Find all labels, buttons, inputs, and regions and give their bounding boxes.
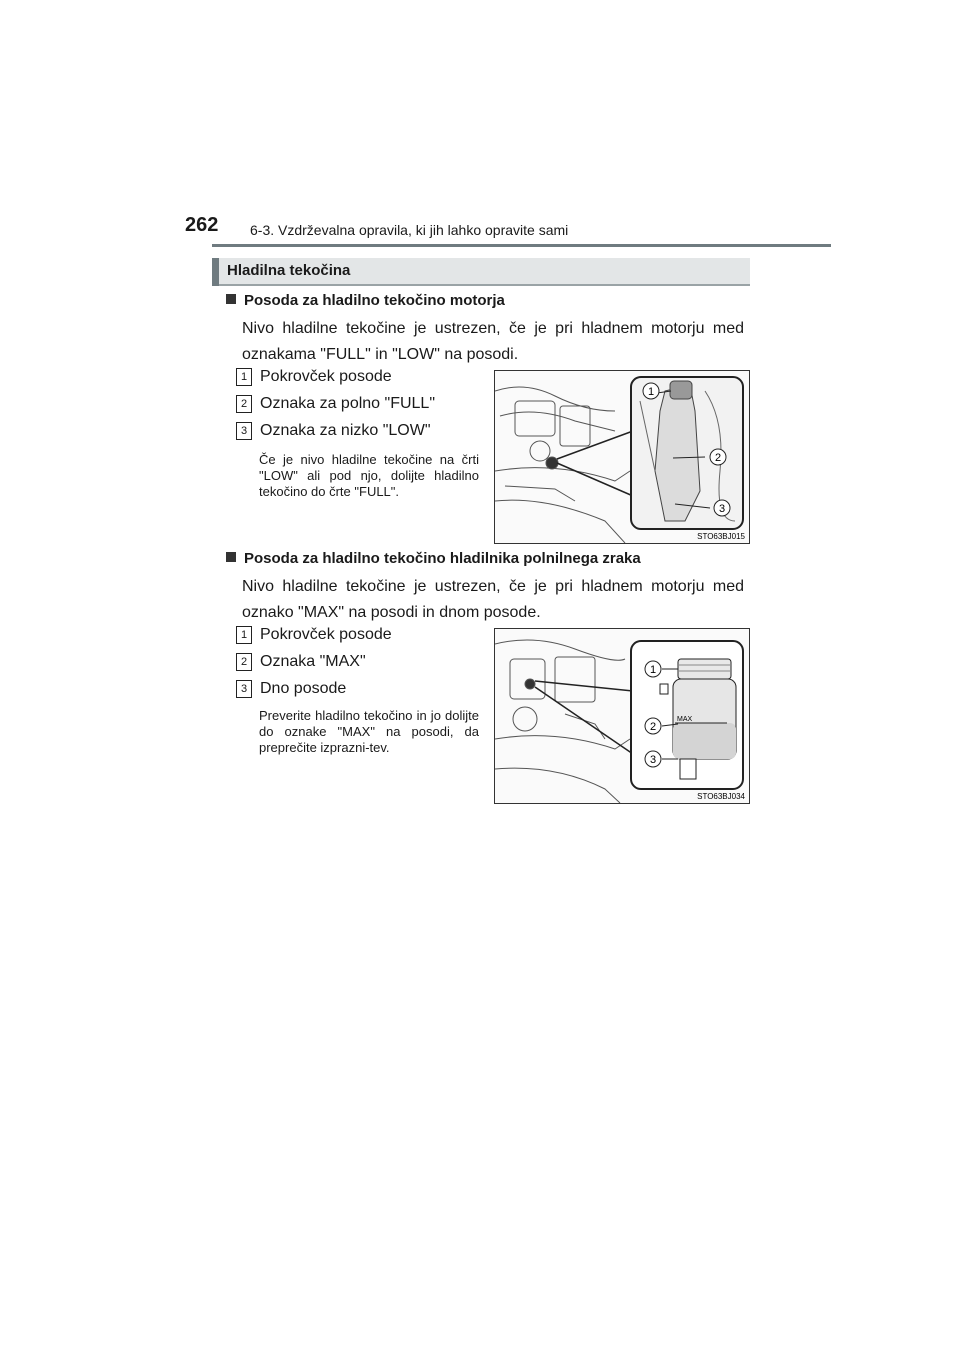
figure2-callout-1: 1 [649, 664, 657, 676]
section-title-bar [212, 258, 750, 286]
callout-number: 2 [236, 395, 252, 413]
header-rule [212, 244, 831, 247]
callout-number: 3 [236, 680, 252, 698]
section-title: Hladilna tekočina [227, 262, 351, 279]
intercooler-item-label: Oznaka "MAX" [260, 653, 366, 670]
engine-reservoir-note: Če je nivo hladilne tekočine na črti "LOW" ali pod njo, dolijte hladilno tekočino do črte "FULL". [259, 452, 479, 499]
engine-item-1 [236, 368, 392, 386]
chapter-title: 6-3. Vzdrževalna opravila, ki jih lahko opravite sami [250, 222, 569, 238]
intercooler-reservoir-heading [226, 550, 641, 567]
intercooler-reservoir-intro: Nivo hladilne tekočine je ustrezen, če je pri hladnem motorju med oznako "MAX" na posodi in dnom posode. [242, 578, 744, 621]
engine-item-2 [236, 395, 435, 413]
callout-number: 1 [236, 368, 252, 386]
callout-number: 3 [236, 422, 252, 440]
figure2-code: STO63BJ034 [697, 792, 745, 801]
figure1-callout-1: 1 [647, 386, 655, 398]
intercooler-item-2 [236, 653, 366, 671]
intercooler-item-1 [236, 626, 392, 644]
intercooler-item-label: Dno posode [260, 680, 347, 697]
square-bullet-icon [226, 294, 236, 304]
figure1-code: STO63BJ015 [697, 532, 745, 541]
figure2-callout-2: 2 [649, 721, 657, 733]
intercooler-item-label: Pokrovček posode [260, 626, 392, 643]
max-mark-label: MAX [677, 716, 693, 723]
callout-number: 1 [236, 626, 252, 644]
intercooler-reservoir-note: Preverite hladilno tekočino in jo dolijte do oznake "MAX" na posodi, da preprečite izprazni-tev. [259, 708, 479, 755]
intercooler-reservoir-heading-text: Posoda za hladilno tekočino hladilnika polnilnega zraka [244, 550, 641, 567]
figure1-callout-3: 3 [718, 503, 726, 515]
figure1-callout-2: 2 [714, 452, 722, 464]
section-accent [212, 258, 219, 286]
intercooler-item-3 [236, 680, 346, 698]
engine-item-3 [236, 422, 431, 440]
page-number: 262 [185, 214, 219, 236]
engine-bay-illustration [495, 371, 749, 543]
figure2-callout-3: 3 [649, 754, 657, 766]
intercooler-reservoir-figure [494, 628, 750, 804]
engine-reservoir-heading-text: Posoda za hladilno tekočino motorja [244, 292, 505, 309]
engine-reservoir-intro: Nivo hladilne tekočine je ustrezen, če je pri hladnem motorju med oznakama "FULL" in "LOW" na posodi. [242, 320, 744, 363]
engine-item-label: Oznaka za polno "FULL" [260, 395, 436, 412]
intercooler-bay-illustration [495, 629, 749, 803]
engine-item-label: Oznaka za nizko "LOW" [260, 422, 431, 439]
engine-reservoir-figure [494, 370, 750, 544]
square-bullet-icon [226, 552, 236, 562]
engine-item-label: Pokrovček posode [260, 368, 392, 385]
engine-reservoir-heading [226, 292, 505, 309]
callout-number: 2 [236, 653, 252, 671]
